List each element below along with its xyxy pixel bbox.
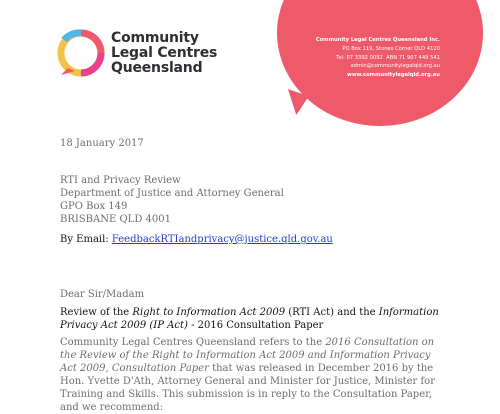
recipient-line-3: GPO Box 149 [60, 201, 128, 212]
contact-address: PO Box 119, Stones Corner QLD 4120 [342, 45, 440, 52]
logo-line-2: Legal Centres [111, 45, 218, 61]
speech-bubble-logo-icon [56, 28, 106, 78]
body-paragraph [60, 336, 445, 414]
salutation: Dear Sir/Madam [60, 289, 145, 300]
paragraph-part-1: Community Legal Centres Queensland refers to the [60, 337, 326, 348]
logo-wordmark [111, 31, 217, 76]
subject-part-2: Right to Information Act 2009 [132, 307, 286, 318]
logo-line-1: Community [111, 30, 199, 46]
recipient-line-4: BRISBANE QLD 4001 [60, 214, 171, 225]
letter-date: 18 January 2017 [60, 138, 144, 149]
subject-part-1: Review of the [60, 307, 133, 318]
contact-website[interactable]: www.communitylegalqld.org.au [347, 72, 440, 79]
by-email-label: By Email: [60, 234, 109, 245]
recipient-line-1: RTI and Privacy Review [60, 175, 181, 186]
contact-abn: ABN 71 907 449 541 [386, 54, 440, 61]
contact-phone-line [316, 54, 440, 63]
paragraph-part-2: 2016 Consultation on the Review of the Right to Information Act 2009 and Information Privacy Act 2009, Consultation Paper [60, 337, 435, 374]
recipient-line-2: Department of Justice and Attorney General [60, 188, 284, 199]
contact-org: Community Legal Centres Queensland Inc. [315, 37, 440, 43]
contact-details [316, 36, 440, 80]
contact-tel: Tel: 07 3392 0092 [336, 54, 383, 61]
subject-part-3: (RTI Act) and the [285, 307, 379, 318]
subject-part-5: - 2016 Consultation Paper [187, 320, 324, 331]
subject-part-4: Information Privacy Act 2009 (IP Act) [60, 307, 439, 331]
clcq-logo [56, 28, 218, 78]
subject-line [60, 306, 445, 332]
paragraph-part-3: that was released in December 2016 by the Hon. Yvette D'Ath, Attorney General and Minister for Justice, Minister for Training and Skills. This submission is in reply to the Consultation Paper, and we recommend: [60, 363, 435, 413]
by-email-line [60, 233, 333, 246]
logo-line-3: Queensland [111, 60, 203, 76]
feedback-email-link[interactable]: FeedbackRTIandprivacy@justice.qld.gov.au [111, 234, 333, 245]
contact-email[interactable]: admin@communitylegalqld.org.au [350, 63, 440, 70]
